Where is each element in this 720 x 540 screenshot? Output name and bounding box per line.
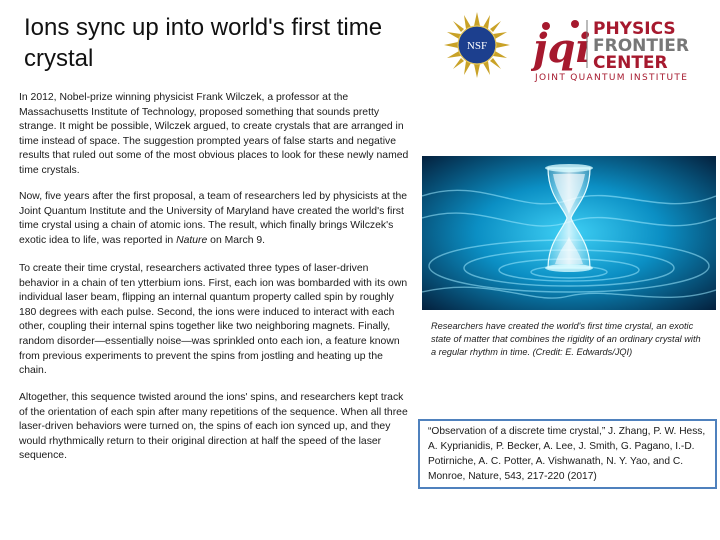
paragraph-method: To create their time crystal, researchers activated three types of laser-driven behavior in a chain of ten ytterbium ions. First, each ion was bombarded with its own individual laser beam, flipping an internal quantum property called spin by roughly 180 degrees with each pulse. Second, the ions were induced to interact with each other, coupling their internal spins together like two neighboring magnets. Finally, random disorder—essentially noise—was sprinkled onto each ion, a feature known from previous experiments to prevent the spins from jostling and heating up the chain. <box>19 263 408 377</box>
jqi-mark: jqi <box>533 25 591 72</box>
journal-name: Nature <box>176 234 208 246</box>
paragraph-outcome: Altogether, this sequence twisted around the ions' spins, and researchers kept track of the orientation of each spin after many repetitions of the sequence. When all three laser-driven behaviors were turned on, the spins of each ion synced up, and they would rhythmically return to their original direction at half the speed of the laser sequence. <box>19 392 408 462</box>
logo-line-jqi: JOINT QUANTUM INSTITUTE <box>535 73 689 82</box>
jqi-physics-frontier-center-logo <box>531 14 691 82</box>
image-caption: Researchers have created the world's first time crystal, an exotic state of matter that combines the rigidity of an ordinary crystal with a regular rhythm in time. (Credit: E. Edwards/JQI) <box>431 321 701 357</box>
logo-line-physics: PHYSICS <box>593 19 676 39</box>
slide-title: Ions sync up into world's first time crystal <box>24 14 383 72</box>
citation-box: “Observation of a discrete time crystal,” J. Zhang, P. W. Hess, A. Kyprianidis, P. Becker, A. Lee, J. Smith, G. Pagano, I.-D. Potirniche, A. C. Potter, A. Vishwanath, N. Y. Yao, and C. Monroe, Nature, 543, 217-220 (2017) <box>418 419 717 489</box>
paragraph-result-text: Now, five years after the first proposal, a team of researchers led by physicists at the Joint Quantum Institute and the University of Maryland have created the world's first time crystal using a chain of atomic ions. The result, which finally brings Wilczek's exotic idea to life, was reported in <box>19 191 408 246</box>
jqi-logo-graphic <box>531 14 691 82</box>
time-crystal-illustration <box>422 156 716 310</box>
logo-line-center: CENTER <box>593 53 668 73</box>
logo-line-frontier: FRONTIER <box>593 36 690 56</box>
paragraph-result <box>19 190 411 248</box>
paragraph-intro: In 2012, Nobel-prize winning physicist Frank Wilczek, a professor at the Massachusetts Institute of Technology, proposed something that sounds pretty strange. It might be possible, Wilczek argued, to create crystals that are arranged in time instead of space. The suggestion prompted years of false starts and negative results that ruled out some of the most obvious places to look for these newly named time crystals. <box>19 92 409 176</box>
paragraph-result-end: on March 9. <box>207 234 266 246</box>
nsf-logo-text: NSF <box>466 40 488 52</box>
nsf-logo <box>444 12 510 78</box>
